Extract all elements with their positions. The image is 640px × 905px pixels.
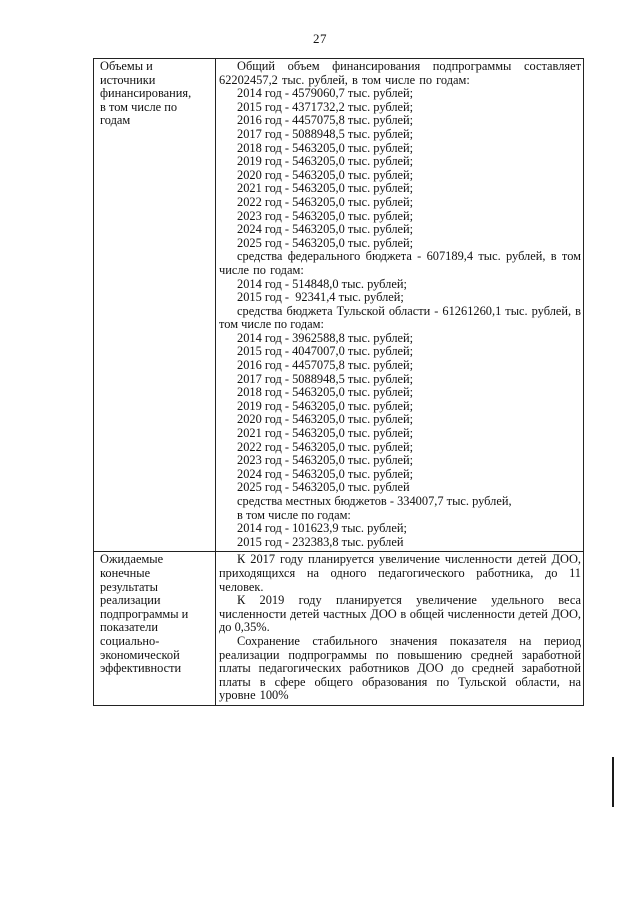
regional-year-line: 2025 год - 5463205,0 тыс. рублей bbox=[237, 480, 410, 495]
local-budget-intro-line: средства местных бюджетов - 334007,7 тыс. рублей, bbox=[237, 494, 512, 508]
label-line: в том числе по bbox=[100, 99, 178, 114]
regional-year-line: 2017 год - 5088948,5 тыс. рублей; bbox=[237, 371, 414, 386]
label-line: Ожидаемые bbox=[100, 552, 164, 567]
regional-year-line: 2021 год - 5463205,0 тыс. рублей; bbox=[237, 426, 414, 441]
total-year-line: 2019 год - 5463205,0 тыс. рублей; bbox=[237, 154, 414, 169]
scan-edge-mark bbox=[612, 757, 614, 807]
label-line: подпрограммы и bbox=[100, 606, 189, 621]
regional-year-line: 2016 год - 4457075,8 тыс. рублей; bbox=[237, 358, 414, 373]
expected-results-content-cell bbox=[216, 552, 584, 706]
label-line: показатели bbox=[100, 620, 158, 635]
result-paragraph: Сохранение стабильного значения показателя на период реализации подпрограммы по повышению средней заработной платы педагогических работников ДОО до средней заработной платы в сфере общего образования по Тульской области, на уровне 100% bbox=[219, 633, 581, 703]
regional-year-line: 2022 год - 5463205,0 тыс. рублей; bbox=[237, 439, 414, 454]
label-line: источники bbox=[100, 72, 156, 87]
result-paragraph: К 2017 году планируется увеличение численности детей ДОО, приходящихся на одного педагогического работника, до 11 человек. bbox=[219, 552, 581, 594]
table-row-expected-results bbox=[94, 552, 584, 706]
regional-year-line: 2023 год - 5463205,0 тыс. рублей; bbox=[237, 453, 414, 468]
total-year-line: 2023 год - 5463205,0 тыс. рублей; bbox=[237, 208, 414, 223]
label-line: конечные bbox=[100, 565, 151, 580]
total-year-line: 2020 год - 5463205,0 тыс. рублей; bbox=[237, 167, 414, 182]
total-year-line: 2014 год - 4579060,7 тыс. рублей; bbox=[237, 86, 414, 101]
label-line: годам bbox=[100, 113, 131, 128]
total-year-line: 2025 год - 5463205,0 тыс. рублей; bbox=[237, 235, 414, 250]
total-year-line: 2022 год - 5463205,0 тыс. рублей; bbox=[237, 194, 414, 209]
regional-year-line: 2019 год - 5463205,0 тыс. рублей; bbox=[237, 398, 414, 413]
regional-year-line: 2014 год - 3962588,8 тыс. рублей; bbox=[237, 330, 414, 345]
total-financing-paragraph: Общий объем финансирования подпрограммы составляет 62202457,2 тыс. рублей, в том числе по годам: bbox=[219, 59, 581, 87]
regional-year-line: 2018 год - 5463205,0 тыс. рублей; bbox=[237, 385, 414, 400]
regional-budget-paragraph: средства бюджета Тульской области - 61261260,1 тыс. рублей, в том числе по годам: bbox=[219, 303, 581, 332]
total-year-line: 2018 год - 5463205,0 тыс. рублей; bbox=[237, 140, 414, 155]
label-line: результаты bbox=[100, 579, 158, 594]
label-line: экономической bbox=[100, 647, 180, 662]
federal-year-line: 2015 год - 92341,4 тыс. рублей; bbox=[237, 290, 404, 305]
subprogram-passport-table bbox=[93, 58, 584, 706]
expected-results-label-cell bbox=[94, 552, 216, 706]
total-year-line: 2015 год - 4371732,2 тыс. рублей; bbox=[237, 99, 414, 114]
result-paragraph: К 2019 году планируется увеличение удельного веса численности детей частных ДОО в общей численности детей ДОО, до 0,35%. bbox=[219, 593, 581, 635]
financing-content-cell bbox=[216, 59, 584, 552]
label-line: реализации bbox=[100, 593, 161, 608]
local-year-line: 2015 год - 232383,8 тыс. рублей bbox=[237, 534, 404, 549]
financing-label-cell bbox=[94, 59, 216, 552]
regional-year-line: 2024 год - 5463205,0 тыс. рублей; bbox=[237, 466, 414, 481]
table-row-financing bbox=[94, 59, 584, 552]
label-line: социально- bbox=[100, 633, 160, 648]
federal-budget-paragraph: средства федерального бюджета - 607189,4 тыс. рублей, в том числе по годам: bbox=[219, 249, 581, 277]
total-year-line: 2016 год - 4457075,8 тыс. рублей; bbox=[237, 113, 414, 128]
label-line: Объемы и bbox=[100, 59, 153, 73]
regional-year-line: 2020 год - 5463205,0 тыс. рублей; bbox=[237, 412, 414, 427]
page-number: 27 bbox=[313, 31, 327, 46]
regional-year-line: 2015 год - 4047007,0 тыс. рублей; bbox=[237, 344, 414, 359]
total-year-line: 2017 год - 5088948,5 тыс. рублей; bbox=[237, 126, 414, 141]
local-budget-intro-line: в том числе по годам: bbox=[237, 507, 351, 522]
federal-year-line: 2014 год - 514848,0 тыс. рублей; bbox=[237, 276, 407, 291]
label-line: финансирования, bbox=[100, 86, 192, 101]
total-year-line: 2024 год - 5463205,0 тыс. рублей; bbox=[237, 222, 414, 237]
local-year-line: 2014 год - 101623,9 тыс. рублей; bbox=[237, 521, 407, 536]
label-line: эффективности bbox=[100, 661, 182, 676]
total-year-line: 2021 год - 5463205,0 тыс. рублей; bbox=[237, 181, 414, 196]
